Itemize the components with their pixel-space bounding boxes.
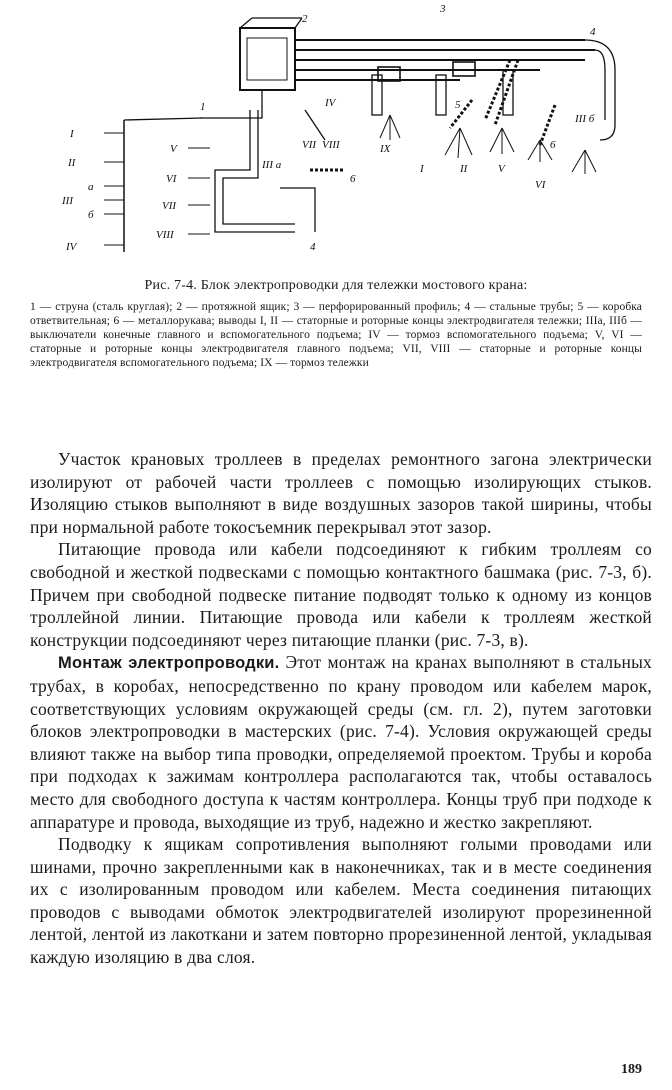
fig-label-VIII: VIII [156,229,174,241]
section-heading: Монтаж электропроводки. [58,654,280,673]
fig-label-VI: VI [166,173,177,185]
figure-legend: 1 — струна (сталь круглая); 2 — протяжной ящик; 3 — перфорированный профиль; 4 — стальные трубы; 5 — коробка ответвительная; 6 — металлорукава; выводы I, II — статорные и роторные концы электродвигателя тележки; IIIа, IIIб — выключатели конечные главного и вспомогательного подъема; IV — тормоз вспомогательного подъема; V, VI — статорные и роторные концы электродвигателя главного подъема; VII, VIII — статорные и роторные концы электродвигателя вспомогательного подъема; IX — тормоз тележки [30,301,642,369]
paragraph-text: Этот монтаж на кранах выполняют в стальных трубах, в коробах, непосредственно по крану проводом или кабелем марок, соответствующих условиям окружающей среды (см. гл. 2), путем заготовки блоков электропроводки в мастерских (рис. 7-4). Условия окружающей среды влияют также на выбор типа проводки, определяемой проектом. Трубы и короба при подходах к зажимам контроллера располагаются так, чтобы оставалось место для свободного доступа к частям контроллера. Концы труб при подходе к аппаратуре и провода, выходящие из труб, надежно и жестко закрепляют. [30,652,652,832]
fig-label-5: 5 [455,99,461,111]
fig-label-4: 4 [590,26,596,38]
fig-label-1: 1 [200,101,206,113]
fig-label-V: V [498,163,505,175]
fig-label-4: 4 [310,241,316,253]
fig-label-IIIb: III б [575,113,595,125]
fig-label-IV: IV [325,97,336,109]
paragraph: Питающие провода или кабели подсоединяют к гибким троллеям со свободной и жесткой подвесками с помощью контактного башмака (рис. 7-3, б). Причем при свободной подвеске питание подводят только к одному из концов троллейной линии. Питающие провода или кабели к троллеям жесткой конструкции подсоединяют через питающие планки (рис. 7-3, в). [30,539,652,650]
fig-label-VIII: VIII [322,139,340,151]
fig-label-6: 6 [350,173,356,185]
fig-label-b: б [88,209,94,221]
fig-label-VI: VI [535,179,546,191]
body-text [30,448,652,969]
fig-label-I: I [70,128,74,140]
figure-caption: Рис. 7-4. Блок электропроводки для тележки мостового крана: [144,278,528,293]
page-number: 189 [621,1062,642,1077]
fig-label-II: II [68,157,76,169]
fig-label-IIIa: III а [262,159,282,171]
fig-label-3: 3 [440,3,446,15]
fig-label-IX: IX [380,143,391,155]
fig-label-6: 6 [550,139,556,151]
fig-label-VII: VII [302,139,317,151]
fig-label-VII: VII [162,200,177,212]
paragraph [30,651,652,833]
fig-label-III: III [62,195,73,207]
fig-label-2: 2 [302,13,308,25]
fig-label-V: V [170,143,177,155]
wiring-block-figure [40,0,640,270]
paragraph: Подводку к ящикам сопротивления выполняют голыми проводами или шинами, прочно закрепленными как в наконечниках, так и в месте соединения их с изолированным проводом или кабелем. Места соединения питающих проводов с выводами обмоток электродвигателей изолируют прорезиненной лентой, лентой из лакоткани и затем повторно прорезиненной лентой, укладывая каждую изоляцию в два слоя. [30,834,652,968]
fig-label-I: I [420,163,424,175]
fig-label-II: II [460,163,468,175]
paragraph: Участок крановых троллеев в пределах ремонтного загона электрически изолируют от рабочей части троллеев с помощью изолирующих стыков. Изоляцию стыков выполняют в виде воздушных зазоров такой ширины, чтобы при нормальной работе токосъемник перекрывал этот зазор. [30,449,652,537]
fig-label-IV: IV [66,241,77,253]
fig-label-a: а [88,181,94,193]
